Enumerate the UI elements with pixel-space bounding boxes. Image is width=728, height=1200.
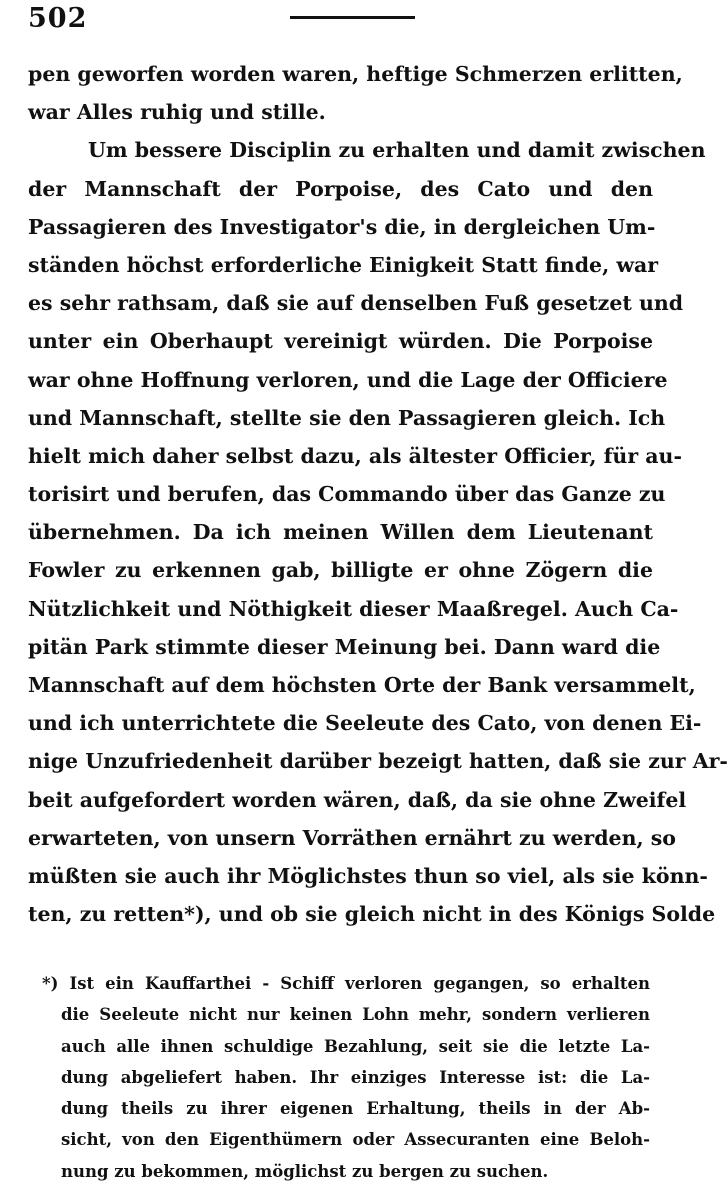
footnote-line: *) Ist ein Kauffarthei - Schiff verloren gegangen, so erhalten	[42, 974, 650, 993]
footnote-line: die Seeleute nicht nur keinen Lohn mehr, sondern verlieren	[61, 1005, 650, 1025]
footnote-line: nung zu bekommen, möglichst zu bergen zu suchen.	[61, 1161, 549, 1181]
page-number: 502	[28, 3, 88, 34]
body-line: pitän Park stimmte dieser Meinung bei. Dann ward die	[28, 634, 661, 659]
body-line: Fowler zu erkennen gab, billigte er ohne Zögern die	[28, 558, 653, 583]
body-line: und ich unterrichtete die Seeleute des Cato, von denen Ei-	[28, 711, 702, 736]
body-line: hielt mich daher selbst dazu, als ältester Officier, für au-	[28, 443, 682, 468]
footnote-line: auch alle ihnen schuldige Bezahlung, seit sie die letzte La-	[61, 1036, 650, 1056]
body-text	[28, 55, 728, 933]
body-line: beit aufgefordert worden wären, daß, da sie ohne Zweifel	[28, 787, 687, 812]
body-line: Passagieren des Investigator's die, in dergleichen Um-	[28, 214, 656, 239]
footnote	[42, 968, 650, 1187]
body-line: war ohne Hoffnung verloren, und die Lage der Officiere	[28, 367, 668, 392]
body-line: erwarteten, von unsern Vorräthen ernährt zu werden, so	[28, 825, 676, 850]
body-line: torisirt und berufen, das Commando über das Ganze zu	[28, 482, 666, 507]
footnote-line: dung abgeliefert haben. Ihr einziges Interesse ist: die La-	[61, 1067, 650, 1087]
body-line: und Mannschaft, stellte sie den Passagieren gleich. Ich	[28, 405, 666, 430]
body-line: übernehmen. Da ich meinen Willen dem Lieutenant	[28, 520, 653, 545]
body-line: nige Unzufriedenheit darüber bezeigt hatten, daß sie zur Ar-	[28, 749, 728, 774]
body-line: Um bessere Disciplin zu erhalten und damit zwischen	[88, 138, 706, 163]
body-line: Nützlichkeit und Nöthigkeit dieser Maaßregel. Auch Ca-	[28, 596, 679, 621]
footnote-line: dung theils zu ihrer eigenen Erhaltung, theils in der Ab-	[61, 1099, 650, 1119]
body-line: der Mannschaft der Porpoise, des Cato und den	[28, 176, 653, 201]
header-rule	[290, 16, 415, 19]
body-line: Mannschaft auf dem höchsten Orte der Bank versammelt,	[28, 673, 696, 697]
footnote-line: sicht, von den Eigenthümern oder Assecuranten eine Beloh-	[61, 1130, 650, 1150]
body-line: war Alles ruhig und stille.	[28, 100, 326, 125]
body-line: ten, zu retten*), und ob sie gleich nicht in des Königs Solde	[28, 902, 716, 927]
body-line: pen geworfen worden waren, heftige Schmerzen erlitten,	[28, 62, 683, 86]
body-line: es sehr rathsam, daß sie auf denselben Fuß gesetzet und	[28, 291, 684, 316]
body-line: unter ein Oberhaupt vereinigt würden. Die Porpoise	[28, 329, 653, 354]
body-line: müßten sie auch ihr Möglichstes thun so viel, als sie könn-	[28, 863, 708, 888]
body-line: ständen höchst erforderliche Einigkeit Statt finde, war	[28, 252, 659, 277]
